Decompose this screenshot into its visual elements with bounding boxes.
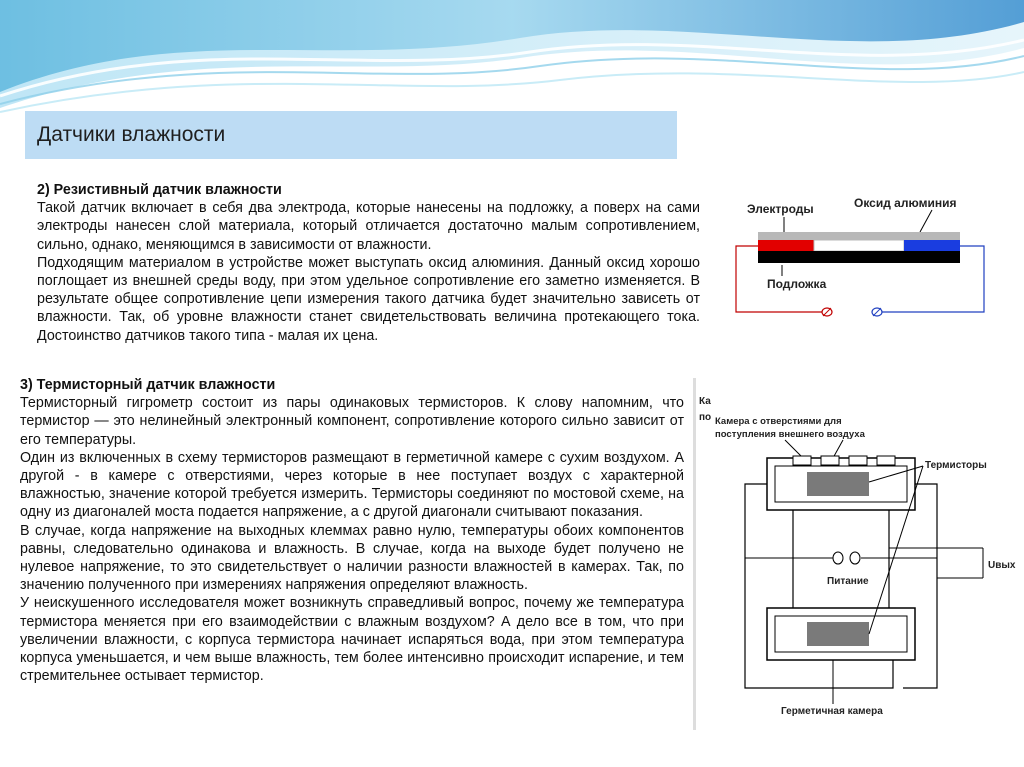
slide-title: Датчики влажности: [37, 123, 226, 146]
resistive-heading: 2) Резистивный датчик влажности: [37, 182, 282, 198]
electrode-right: [904, 240, 960, 251]
substrate-layer: [758, 251, 960, 263]
air-hole: [849, 456, 867, 465]
electrode-gap: [814, 240, 904, 251]
label-electrodes: Электроды: [747, 202, 814, 216]
air-hole: [877, 456, 895, 465]
resistive-sensor-diagram: [722, 182, 998, 330]
thermistor-heading: 3) Термисторный датчик влажности: [20, 377, 276, 393]
label-thermistors: Термисторы: [925, 460, 987, 471]
label-cut-1: Ка: [699, 396, 711, 407]
thermistor-paragraph: В случае, когда напряжение на выходных клеммах равно нулю, температуры обоих компонентов равны, следовательно одинакова и влажность. В случае, когда на выходе будет получено не нулевое напряжение, то это свидетельствует о наличии разности влажностей в камерах. Так, по значению полученного при измерениях напряжения определяют влажность.: [20, 522, 684, 594]
label-substrate: Подложка: [767, 277, 827, 291]
title-banner: [25, 111, 677, 159]
label-power: Питание: [827, 576, 869, 587]
wave-header-decoration: [0, 0, 1024, 120]
thermistor-paragraph: Термисторный гигрометр состоит из пары одинаковых термисторов. К слову напомним, что термистор — это нелинейный электронный компонент, сопротивление которого сильно зависит от его температуры.: [20, 395, 684, 448]
resistive-paragraph: Такой датчик включает в себя два электрода, которые нанесены на подложку, а поверх на сами электроды нанесен слой материала, который отличается достаточно малым сопротивлением, сильно, однако, меняющимся в зависимости от влажности.: [37, 200, 700, 253]
air-hole: [821, 456, 839, 465]
power-terminal: [833, 552, 843, 564]
label-cut-2: по: [699, 412, 712, 423]
resistive-sensor-section: [37, 181, 700, 345]
air-hole: [793, 456, 811, 465]
label-chamber-holes-1: Камера с отверстиями для: [715, 416, 842, 427]
thermistor-paragraph: Один из включенных в схему термисторов размещают в герметичной камере с сухим воздухом. А другой - в камере с отверстиями, через которые в нее поступает воздух с характерной влажностью, значение которой требуется измерить. Термисторы соединяют по мостовой схеме, на одну из диагоналей моста подается напряжение, а с другой диагонали считывают показания.: [20, 449, 684, 521]
resistive-paragraph: Подходящим материалом в устройстве может выступать оксид алюминия. Данный оксид хорошо поглощает из внешней среды воду, при этом удельное сопротивление его заметно изменяется. В результате общее сопротивление цепи измерения такого датчика будет значительно зависеть от влажности. Так, об уровне влажности станет свидетельствовать величина протекающего тока. Достоинство датчиков такого типа - малая их цена.: [37, 254, 700, 344]
electrode-left: [758, 240, 814, 251]
thermistor-sealed: [807, 622, 869, 646]
label-sealed-chamber: Герметичная камера: [781, 706, 883, 717]
thermistor-paragraph: У неискушенного исследователя может возникнуть справедливый вопрос, почему же температура термистора меняется при его взаимодействии с влажным воздухом? А дело все в том, что при увеличении влажности, с корпуса термистора начинает испаряться вода, при этом температура корпуса уменьшается, и чем выше влажность, тем более интенсивно происходит испарение, и тем стремительнее остывает термистор.: [20, 595, 684, 685]
thermistor-sensor-section: [20, 376, 684, 685]
thermistor-humid: [807, 472, 869, 496]
thermistor-bridge-diagram: [693, 378, 1024, 730]
label-aluminum-oxide: Оксид алюминия: [854, 196, 957, 210]
label-output-voltage: Uвых: [988, 560, 1016, 571]
power-terminal: [850, 552, 860, 564]
label-chamber-holes-2: поступления внешнего воздуха: [715, 429, 865, 440]
